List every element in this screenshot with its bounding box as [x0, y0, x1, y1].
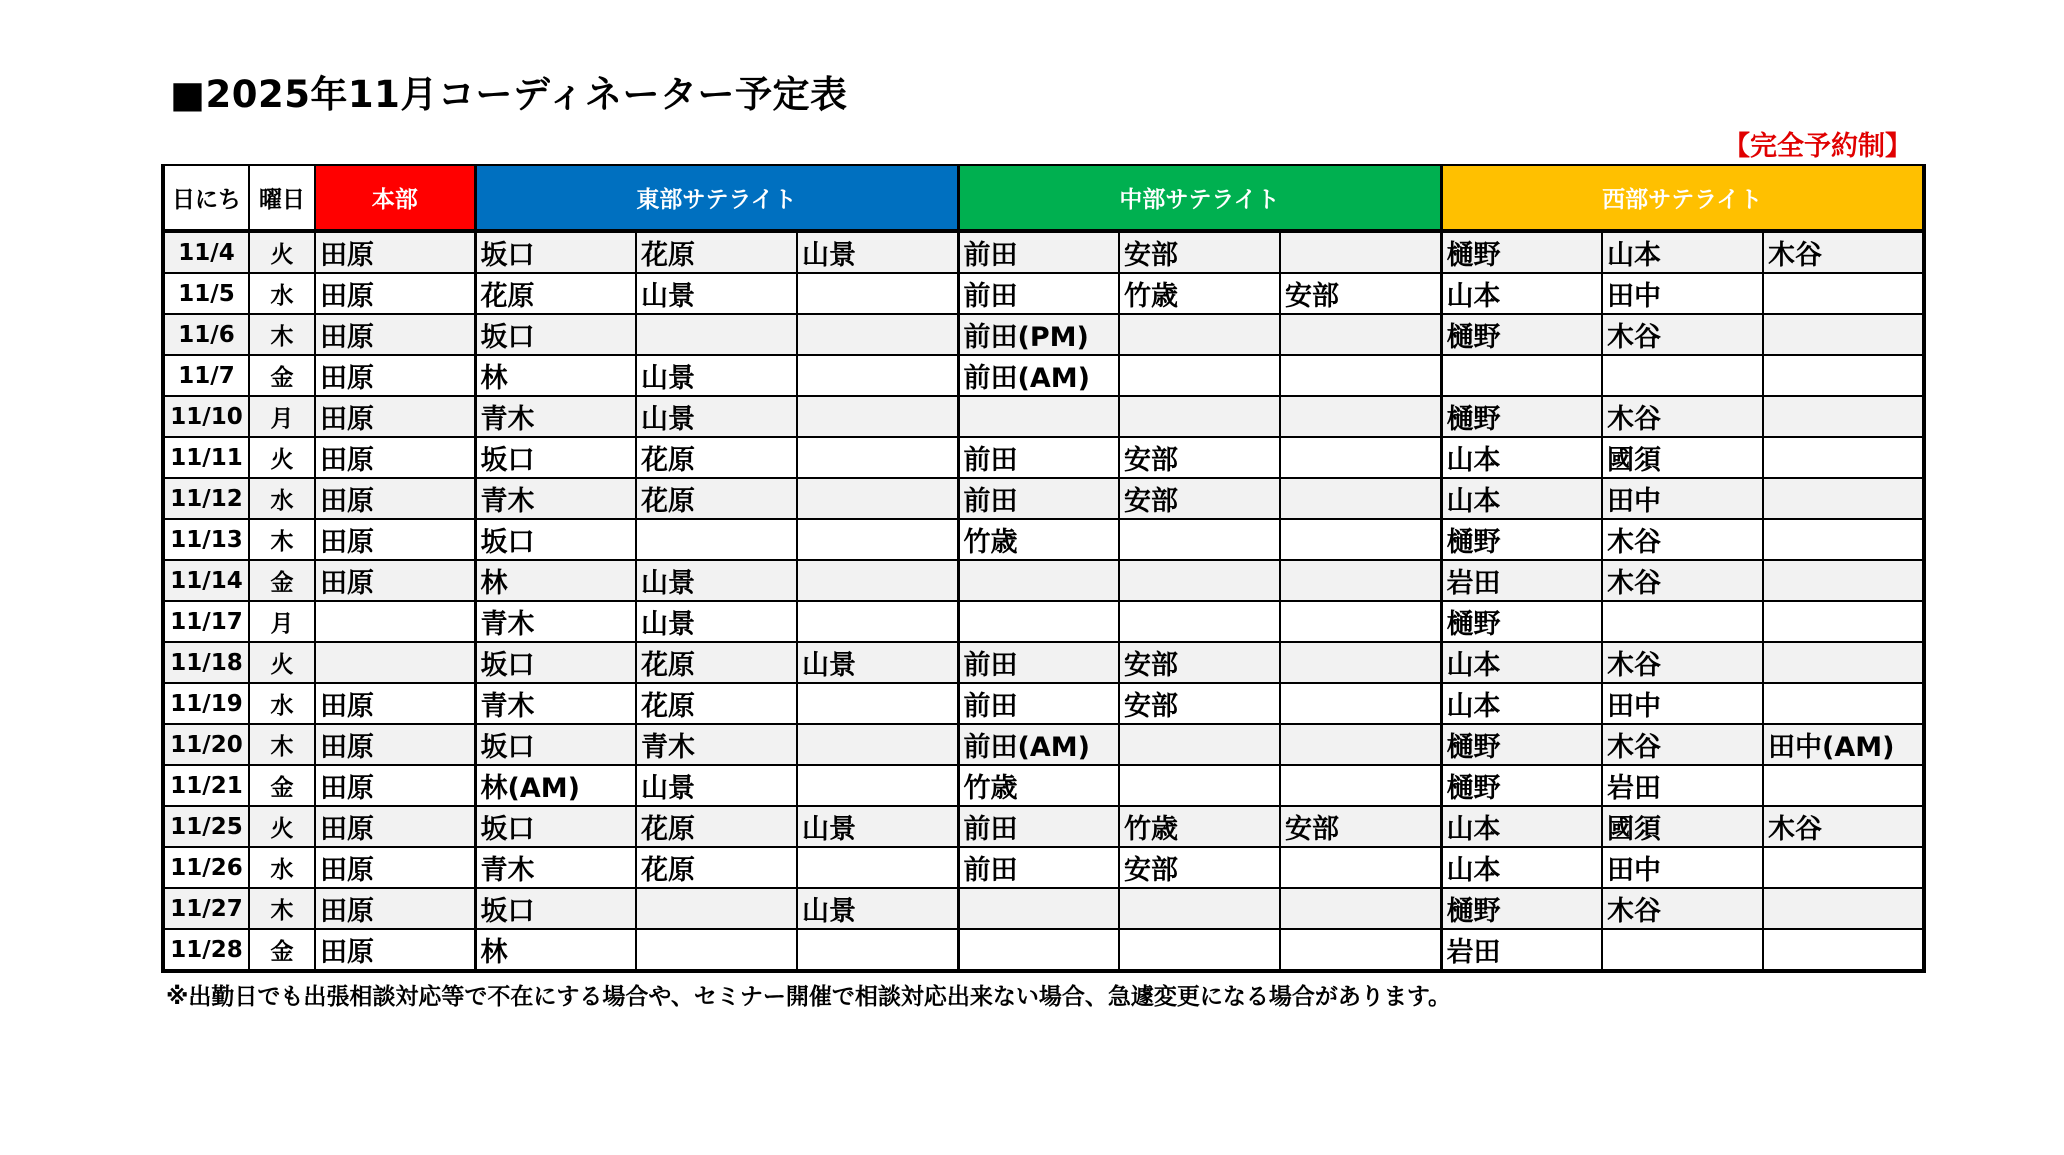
weekday-cell: 月: [249, 396, 315, 437]
header-weekday: 曜日: [249, 165, 315, 231]
weekday-cell: 金: [249, 929, 315, 971]
staff-cell-west-1: 岩田: [1441, 560, 1602, 601]
staff-cell-east-3: [797, 765, 958, 806]
staff-cell-east-3: [797, 478, 958, 519]
staff-cell-west-1: 樋野: [1441, 888, 1602, 929]
staff-cell-mid-3: [1280, 642, 1441, 683]
staff-cell-mid-3: [1280, 929, 1441, 971]
staff-cell-mid-1: 前田: [958, 273, 1119, 314]
staff-cell-hq: 田原: [315, 683, 475, 724]
staff-cell-east-3: [797, 396, 958, 437]
staff-cell-mid-2: [1119, 601, 1280, 642]
staff-cell-mid-3: [1280, 683, 1441, 724]
staff-cell-mid-1: [958, 601, 1119, 642]
staff-cell-hq: 田原: [315, 396, 475, 437]
table-row: [163, 683, 1924, 724]
staff-cell-west-1: 山本: [1441, 847, 1602, 888]
staff-cell-east-3: 山景: [797, 888, 958, 929]
staff-cell-mid-3: [1280, 847, 1441, 888]
staff-cell-hq: 田原: [315, 519, 475, 560]
staff-cell-mid-1: 前田(AM): [958, 355, 1119, 396]
staff-cell-east-1: 坂口: [475, 231, 636, 273]
staff-cell-west-3: 田中(AM): [1763, 724, 1924, 765]
staff-cell-west-3: [1763, 683, 1924, 724]
staff-cell-west-3: [1763, 560, 1924, 601]
staff-cell-east-1: 青木: [475, 683, 636, 724]
date-cell: 11/28: [163, 929, 249, 971]
weekday-cell: 金: [249, 355, 315, 396]
table-row: [163, 273, 1924, 314]
date-cell: 11/27: [163, 888, 249, 929]
staff-cell-mid-2: [1119, 888, 1280, 929]
table-row: [163, 888, 1924, 929]
staff-cell-west-3: [1763, 601, 1924, 642]
staff-cell-east-2: 山景: [636, 601, 797, 642]
staff-cell-east-2: 青木: [636, 724, 797, 765]
staff-cell-west-2: 山本: [1602, 231, 1763, 273]
staff-cell-mid-3: [1280, 765, 1441, 806]
staff-cell-east-1: 林: [475, 355, 636, 396]
staff-cell-mid-3: [1280, 231, 1441, 273]
staff-cell-east-2: [636, 929, 797, 971]
staff-cell-west-3: [1763, 888, 1924, 929]
weekday-cell: 火: [249, 437, 315, 478]
date-cell: 11/12: [163, 478, 249, 519]
staff-cell-west-3: 木谷: [1763, 231, 1924, 273]
staff-cell-mid-3: [1280, 601, 1441, 642]
table-row: [163, 231, 1924, 273]
staff-cell-east-1: 花原: [475, 273, 636, 314]
date-cell: 11/5: [163, 273, 249, 314]
staff-cell-west-3: [1763, 314, 1924, 355]
staff-cell-east-1: 坂口: [475, 519, 636, 560]
staff-cell-mid-2: [1119, 519, 1280, 560]
staff-cell-mid-2: [1119, 396, 1280, 437]
staff-cell-east-3: 山景: [797, 231, 958, 273]
table-row: [163, 437, 1924, 478]
staff-cell-west-2: 田中: [1602, 273, 1763, 314]
staff-cell-east-2: 花原: [636, 478, 797, 519]
table-row: [163, 314, 1924, 355]
staff-cell-west-1: 山本: [1441, 273, 1602, 314]
staff-cell-west-2: 木谷: [1602, 724, 1763, 765]
staff-cell-east-2: 山景: [636, 396, 797, 437]
staff-cell-west-1: 樋野: [1441, 724, 1602, 765]
weekday-cell: 火: [249, 231, 315, 273]
staff-cell-hq: [315, 601, 475, 642]
staff-cell-east-2: [636, 888, 797, 929]
staff-cell-east-1: 坂口: [475, 314, 636, 355]
header-hq: 本部: [315, 165, 475, 231]
weekday-cell: 火: [249, 642, 315, 683]
staff-cell-east-2: 花原: [636, 231, 797, 273]
staff-cell-mid-2: [1119, 355, 1280, 396]
staff-cell-mid-1: 前田: [958, 642, 1119, 683]
staff-cell-east-2: 花原: [636, 437, 797, 478]
staff-cell-east-1: 青木: [475, 601, 636, 642]
weekday-cell: 水: [249, 478, 315, 519]
staff-cell-east-3: [797, 601, 958, 642]
staff-cell-east-2: 花原: [636, 683, 797, 724]
staff-cell-mid-2: 竹歳: [1119, 273, 1280, 314]
staff-cell-west-1: [1441, 355, 1602, 396]
staff-cell-east-1: 坂口: [475, 724, 636, 765]
table-row: [163, 519, 1924, 560]
staff-cell-hq: 田原: [315, 314, 475, 355]
date-cell: 11/10: [163, 396, 249, 437]
staff-cell-mid-1: 前田: [958, 231, 1119, 273]
staff-cell-mid-3: [1280, 314, 1441, 355]
staff-cell-west-3: [1763, 437, 1924, 478]
staff-cell-west-1: 樋野: [1441, 601, 1602, 642]
header-date: 日にち: [163, 165, 249, 231]
weekday-cell: 木: [249, 724, 315, 765]
staff-cell-east-3: [797, 929, 958, 971]
staff-cell-west-1: 樋野: [1441, 231, 1602, 273]
staff-cell-hq: 田原: [315, 355, 475, 396]
staff-cell-west-2: 木谷: [1602, 314, 1763, 355]
staff-cell-west-3: [1763, 642, 1924, 683]
staff-cell-west-3: [1763, 478, 1924, 519]
date-cell: 11/17: [163, 601, 249, 642]
staff-cell-east-3: [797, 273, 958, 314]
staff-cell-hq: 田原: [315, 560, 475, 601]
staff-cell-mid-2: [1119, 724, 1280, 765]
staff-cell-west-1: 山本: [1441, 683, 1602, 724]
staff-cell-west-2: 木谷: [1602, 560, 1763, 601]
staff-cell-east-3: [797, 437, 958, 478]
staff-cell-west-3: [1763, 765, 1924, 806]
table-row: [163, 642, 1924, 683]
reservation-note: 【完全予約制】: [1723, 131, 1912, 162]
date-cell: 11/14: [163, 560, 249, 601]
staff-cell-west-2: [1602, 355, 1763, 396]
staff-cell-mid-1: 前田: [958, 478, 1119, 519]
table-row: [163, 560, 1924, 601]
staff-cell-east-1: 林: [475, 560, 636, 601]
staff-cell-west-1: 山本: [1441, 478, 1602, 519]
date-cell: 11/11: [163, 437, 249, 478]
staff-cell-east-1: 坂口: [475, 437, 636, 478]
weekday-cell: 金: [249, 765, 315, 806]
staff-cell-west-2: [1602, 601, 1763, 642]
staff-cell-east-2: 花原: [636, 847, 797, 888]
date-cell: 11/19: [163, 683, 249, 724]
staff-cell-hq: 田原: [315, 888, 475, 929]
staff-cell-east-2: [636, 519, 797, 560]
table-row: [163, 601, 1924, 642]
staff-cell-east-3: [797, 355, 958, 396]
staff-cell-mid-1: [958, 396, 1119, 437]
staff-cell-hq: 田原: [315, 273, 475, 314]
staff-cell-mid-2: 安部: [1119, 642, 1280, 683]
staff-cell-east-3: [797, 560, 958, 601]
staff-cell-hq: 田原: [315, 847, 475, 888]
staff-cell-mid-1: 竹歳: [958, 765, 1119, 806]
staff-cell-west-2: 岩田: [1602, 765, 1763, 806]
staff-cell-mid-2: [1119, 314, 1280, 355]
staff-cell-hq: 田原: [315, 478, 475, 519]
staff-cell-mid-1: 前田: [958, 806, 1119, 847]
staff-cell-east-3: [797, 847, 958, 888]
staff-cell-mid-1: [958, 929, 1119, 971]
date-cell: 11/18: [163, 642, 249, 683]
staff-cell-west-3: [1763, 273, 1924, 314]
staff-cell-west-2: 國須: [1602, 437, 1763, 478]
table-row: [163, 806, 1924, 847]
staff-cell-mid-1: 前田: [958, 847, 1119, 888]
table-row: [163, 929, 1924, 971]
date-cell: 11/4: [163, 231, 249, 273]
staff-cell-west-1: 樋野: [1441, 519, 1602, 560]
staff-cell-west-1: 山本: [1441, 806, 1602, 847]
staff-cell-east-1: 林: [475, 929, 636, 971]
staff-cell-mid-3: [1280, 519, 1441, 560]
staff-cell-east-3: [797, 314, 958, 355]
weekday-cell: 水: [249, 273, 315, 314]
staff-cell-mid-1: [958, 888, 1119, 929]
staff-cell-east-2: 山景: [636, 765, 797, 806]
staff-cell-east-1: 青木: [475, 847, 636, 888]
staff-cell-mid-3: [1280, 396, 1441, 437]
header-middle-satellite: 中部サテライト: [958, 165, 1441, 231]
staff-cell-west-2: 木谷: [1602, 642, 1763, 683]
staff-cell-west-2: 田中: [1602, 847, 1763, 888]
staff-cell-hq: 田原: [315, 929, 475, 971]
header-east-satellite: 東部サテライト: [475, 165, 958, 231]
staff-cell-east-2: 山景: [636, 273, 797, 314]
staff-cell-hq: 田原: [315, 724, 475, 765]
staff-cell-east-3: [797, 683, 958, 724]
staff-cell-east-1: 坂口: [475, 888, 636, 929]
staff-cell-mid-3: 安部: [1280, 273, 1441, 314]
staff-cell-mid-1: 前田: [958, 683, 1119, 724]
staff-cell-west-2: 田中: [1602, 478, 1763, 519]
staff-cell-hq: 田原: [315, 231, 475, 273]
staff-cell-west-1: 樋野: [1441, 396, 1602, 437]
date-cell: 11/6: [163, 314, 249, 355]
staff-cell-mid-3: 安部: [1280, 806, 1441, 847]
footnote: ※出勤日でも出張相談対応等で不在にする場合や、セミナー開催で相談対応出来ない場合、急遽変更になる場合があります。: [166, 984, 1452, 1010]
staff-cell-east-1: 青木: [475, 396, 636, 437]
staff-cell-mid-2: 竹歳: [1119, 806, 1280, 847]
staff-cell-mid-1: 前田(PM): [958, 314, 1119, 355]
staff-cell-east-2: 山景: [636, 560, 797, 601]
staff-cell-mid-3: [1280, 437, 1441, 478]
staff-cell-east-2: 花原: [636, 806, 797, 847]
staff-cell-hq: [315, 642, 475, 683]
staff-cell-west-3: 木谷: [1763, 806, 1924, 847]
schedule-table: [161, 164, 1926, 973]
table-row: [163, 847, 1924, 888]
staff-cell-mid-1: 竹歳: [958, 519, 1119, 560]
staff-cell-mid-2: 安部: [1119, 847, 1280, 888]
schedule-body: [163, 231, 1924, 971]
staff-cell-mid-1: 前田: [958, 437, 1119, 478]
weekday-cell: 木: [249, 314, 315, 355]
staff-cell-mid-2: 安部: [1119, 683, 1280, 724]
staff-cell-west-1: 樋野: [1441, 314, 1602, 355]
staff-cell-mid-1: [958, 560, 1119, 601]
staff-cell-hq: 田原: [315, 806, 475, 847]
staff-cell-west-2: 國須: [1602, 806, 1763, 847]
staff-cell-west-2: 木谷: [1602, 519, 1763, 560]
staff-cell-hq: 田原: [315, 437, 475, 478]
header-row: [163, 165, 1924, 231]
table-row: [163, 355, 1924, 396]
staff-cell-mid-2: [1119, 560, 1280, 601]
staff-cell-mid-3: [1280, 560, 1441, 601]
staff-cell-west-3: [1763, 355, 1924, 396]
staff-cell-west-1: 山本: [1441, 642, 1602, 683]
staff-cell-mid-2: 安部: [1119, 478, 1280, 519]
staff-cell-west-2: 木谷: [1602, 888, 1763, 929]
staff-cell-west-3: [1763, 929, 1924, 971]
weekday-cell: 火: [249, 806, 315, 847]
staff-cell-mid-2: [1119, 765, 1280, 806]
staff-cell-west-1: 山本: [1441, 437, 1602, 478]
staff-cell-mid-3: [1280, 724, 1441, 765]
table-row: [163, 478, 1924, 519]
page-title: ■2025年11月コーディネーター予定表: [170, 73, 848, 116]
table-row: [163, 396, 1924, 437]
staff-cell-east-3: [797, 724, 958, 765]
staff-cell-east-1: 林(AM): [475, 765, 636, 806]
weekday-cell: 木: [249, 888, 315, 929]
staff-cell-west-2: 田中: [1602, 683, 1763, 724]
staff-cell-mid-3: [1280, 888, 1441, 929]
staff-cell-east-2: [636, 314, 797, 355]
table-row: [163, 724, 1924, 765]
date-cell: 11/21: [163, 765, 249, 806]
staff-cell-east-1: 坂口: [475, 806, 636, 847]
weekday-cell: 水: [249, 683, 315, 724]
staff-cell-east-2: 花原: [636, 642, 797, 683]
staff-cell-mid-1: 前田(AM): [958, 724, 1119, 765]
staff-cell-east-3: 山景: [797, 806, 958, 847]
weekday-cell: 月: [249, 601, 315, 642]
header-west-satellite: 西部サテライト: [1441, 165, 1924, 231]
staff-cell-west-1: 樋野: [1441, 765, 1602, 806]
staff-cell-hq: 田原: [315, 765, 475, 806]
date-cell: 11/25: [163, 806, 249, 847]
staff-cell-west-2: [1602, 929, 1763, 971]
date-cell: 11/26: [163, 847, 249, 888]
date-cell: 11/13: [163, 519, 249, 560]
staff-cell-mid-2: 安部: [1119, 437, 1280, 478]
staff-cell-mid-2: 安部: [1119, 231, 1280, 273]
table-row: [163, 765, 1924, 806]
staff-cell-mid-3: [1280, 478, 1441, 519]
staff-cell-west-1: 岩田: [1441, 929, 1602, 971]
staff-cell-east-3: 山景: [797, 642, 958, 683]
staff-cell-west-2: 木谷: [1602, 396, 1763, 437]
staff-cell-east-1: 坂口: [475, 642, 636, 683]
staff-cell-mid-3: [1280, 355, 1441, 396]
staff-cell-west-3: [1763, 519, 1924, 560]
date-cell: 11/7: [163, 355, 249, 396]
date-cell: 11/20: [163, 724, 249, 765]
staff-cell-west-3: [1763, 847, 1924, 888]
staff-cell-east-3: [797, 519, 958, 560]
staff-cell-west-3: [1763, 396, 1924, 437]
staff-cell-east-1: 青木: [475, 478, 636, 519]
staff-cell-east-2: 山景: [636, 355, 797, 396]
weekday-cell: 金: [249, 560, 315, 601]
weekday-cell: 水: [249, 847, 315, 888]
weekday-cell: 木: [249, 519, 315, 560]
staff-cell-mid-2: [1119, 929, 1280, 971]
